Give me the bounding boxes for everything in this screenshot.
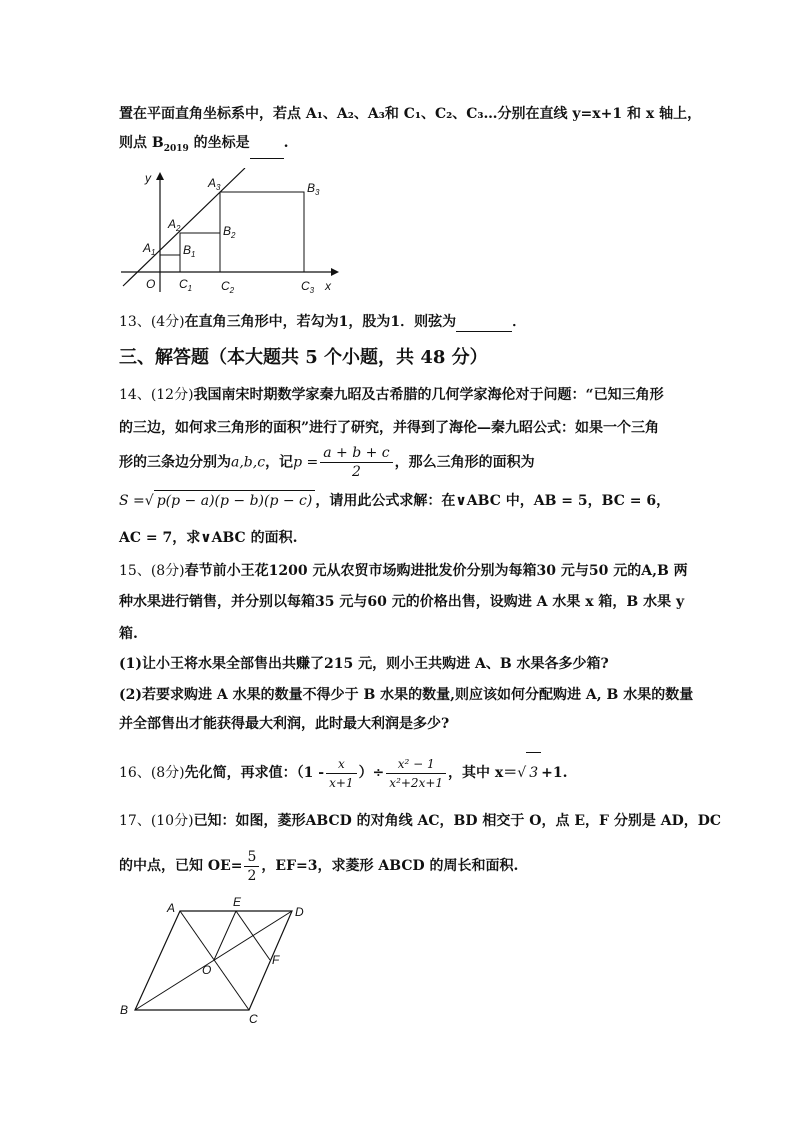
diagonal-BD: [135, 911, 292, 1010]
label-B3: $B_3$: [307, 181, 320, 197]
intro-line-2: [119, 133, 289, 159]
q13-end: ．: [512, 314, 527, 330]
section-3-heading: 三、解答题（本大题共 5 个小题，共 48 分）: [119, 347, 488, 368]
q14-p-fraction: [320, 444, 392, 481]
intro-line-2-pre: 则点 B: [119, 135, 164, 151]
q14-prefix: 14、(12分): [119, 387, 194, 403]
label-A1: $A_1$: [143, 241, 156, 257]
diagonal-AC: [180, 911, 249, 1010]
label-B2: $B_2$: [223, 224, 236, 240]
q14-p-num: a + b + c: [320, 444, 392, 463]
intro-line-2-post: 的坐标是: [188, 135, 250, 151]
label-B: B: [120, 1003, 129, 1017]
label-C3: $C_3$: [301, 279, 315, 295]
rhombus-figure: [112, 892, 322, 1027]
q16-f2-den: x²+2x+1: [389, 775, 444, 790]
q17-line-1-text: 已知：如图，菱形ABCD 的对角线 AC，BD 相交于 O，点 E，F 分别是 AD，DC: [193, 813, 721, 829]
q15-part-2a: (2)若要求购进 A 水果的数量不得少于 B 水果的数量,则应该如何分配购进 A, B 水果的数量: [119, 687, 694, 703]
q17-line-2-pre: 的中点，已知 OE=: [119, 858, 243, 874]
label-O: O: [146, 277, 156, 291]
label-C1: $C_1$: [179, 277, 193, 293]
q14-line-3: [119, 444, 535, 481]
q14-vars: a,b,c: [231, 454, 266, 471]
label-A: A: [167, 901, 176, 915]
label-O: O: [202, 963, 212, 977]
intro-line-2-end: .: [283, 135, 289, 151]
coordinate-figure: [115, 168, 345, 298]
square-1: [160, 255, 180, 272]
label-D: D: [295, 905, 304, 919]
q16-sqrt: √ 3: [517, 752, 541, 793]
q14-s-eq: S =: [119, 493, 145, 509]
q13-text: 在直角三角形中，若勾为1，股为1．则弦为: [184, 314, 457, 330]
label-A2: $A_2$: [168, 217, 181, 233]
q15-line-2: 种水果进行销售，并分别以每箱35 元与60 元的价格出售，设购进 A 水果 x 箱，B 水果 y: [119, 594, 685, 610]
question-13: [119, 312, 526, 332]
q17-oe-fraction: [244, 848, 259, 885]
q16-prefix: 16、(8分): [119, 765, 185, 781]
q15-line-3: 箱.: [119, 626, 138, 642]
q14-line-3-pre: 形的三条边分别为: [119, 454, 231, 471]
q17-line-2: [119, 846, 518, 886]
q14-p-eq: p =: [293, 454, 319, 471]
q16-fraction-2: [386, 755, 446, 792]
q15-part-1: (1)让小王将水果全部售出共赚了215 元，则小王共购进 A、B 水果各多少箱?: [119, 656, 609, 672]
label-F: F: [272, 953, 280, 967]
q17-prefix: 17、(10分): [119, 813, 194, 829]
label-E: E: [233, 895, 242, 909]
q16-open: （1 -: [296, 765, 325, 781]
q16-fraction-1: [326, 755, 356, 792]
label-y: y: [145, 171, 151, 185]
q17-line-1: [119, 811, 721, 831]
question-16: [119, 752, 567, 793]
segment-OE: [214, 911, 236, 960]
x-axis-arrow: [331, 268, 339, 276]
q14-line-3-mid: ，记: [265, 454, 294, 471]
q14-line-2: 的三边，如何求三角形的面积”进行了研究，并得到了海伦—秦九昭公式：如果一个三角: [119, 420, 660, 436]
q16-f2-num: x² − 1: [386, 755, 446, 774]
q13-prefix: 13、(4分): [119, 314, 185, 330]
q14-line-1-text: 我国南宋时期数学家秦九昭及古希腊的几何学家海伦对于问题：“已知三角形: [193, 387, 664, 403]
q17-line-2-post: ，EF=3，求菱形 ABCD 的周长和面积.: [261, 858, 519, 874]
q14-line-5: AC = 7，求∨ABC 的面积.: [119, 530, 298, 546]
q14-line-4-post: ，请用此公式求解：在∨ABC 中，AB = 5，BC = 6，: [315, 493, 671, 509]
label-C2: $C_2$: [221, 279, 235, 295]
q15-line-1-text: 春节前小王花1200 元从农贸市场购进批发价分别为每箱30 元与50 元的A,B 两: [184, 563, 688, 579]
q14-line-1: [119, 385, 664, 405]
label-C: C: [249, 1012, 258, 1026]
q14-p-den: 2: [351, 464, 361, 480]
q16-text: 先化简，再求值：: [184, 765, 297, 781]
answer-blank-12: [250, 144, 284, 159]
answer-blank-13: [456, 317, 512, 332]
q16-cond-post: +1.: [541, 765, 568, 781]
q16-f1-num: x: [326, 755, 356, 774]
intro-line-1: 置在平面直角坐标系中，若点 A₁、A₂、A₃和 C₁、C₂、C₃…分别在直线 y=x+1 和 x 轴上，: [119, 106, 702, 122]
q15-line-1: [119, 561, 688, 581]
q16-cond-pre: ，其中 x＝: [448, 765, 518, 781]
q14-line-4: [119, 490, 670, 511]
q14-line-3-post: ，那么三角形的面积为: [394, 454, 535, 471]
segment-EF: [236, 911, 270, 960]
q16-radicand: 3: [526, 752, 541, 793]
q15-prefix: 15、(8分): [119, 563, 185, 579]
q15-part-2b: 并全部售出才能获得最大利润，此时最大利润是多少?: [119, 716, 450, 732]
intro-b-sub: 2019: [163, 143, 189, 154]
q17-oe-num: 5: [244, 848, 259, 867]
q16-f1-den: x+1: [329, 775, 354, 790]
label-A3: $A_3$: [208, 176, 221, 192]
q14-s-radicand: p(p − a)(p − b)(p − c): [154, 490, 316, 511]
q16-mid: ）÷: [358, 765, 385, 781]
label-x: x: [325, 279, 331, 293]
label-B1: $B_1$: [183, 243, 196, 259]
q14-sqrt: √ p(p − a)(p − b)(p − c): [145, 490, 316, 511]
q17-oe-den: 2: [247, 867, 257, 884]
y-axis-arrow: [156, 172, 164, 180]
